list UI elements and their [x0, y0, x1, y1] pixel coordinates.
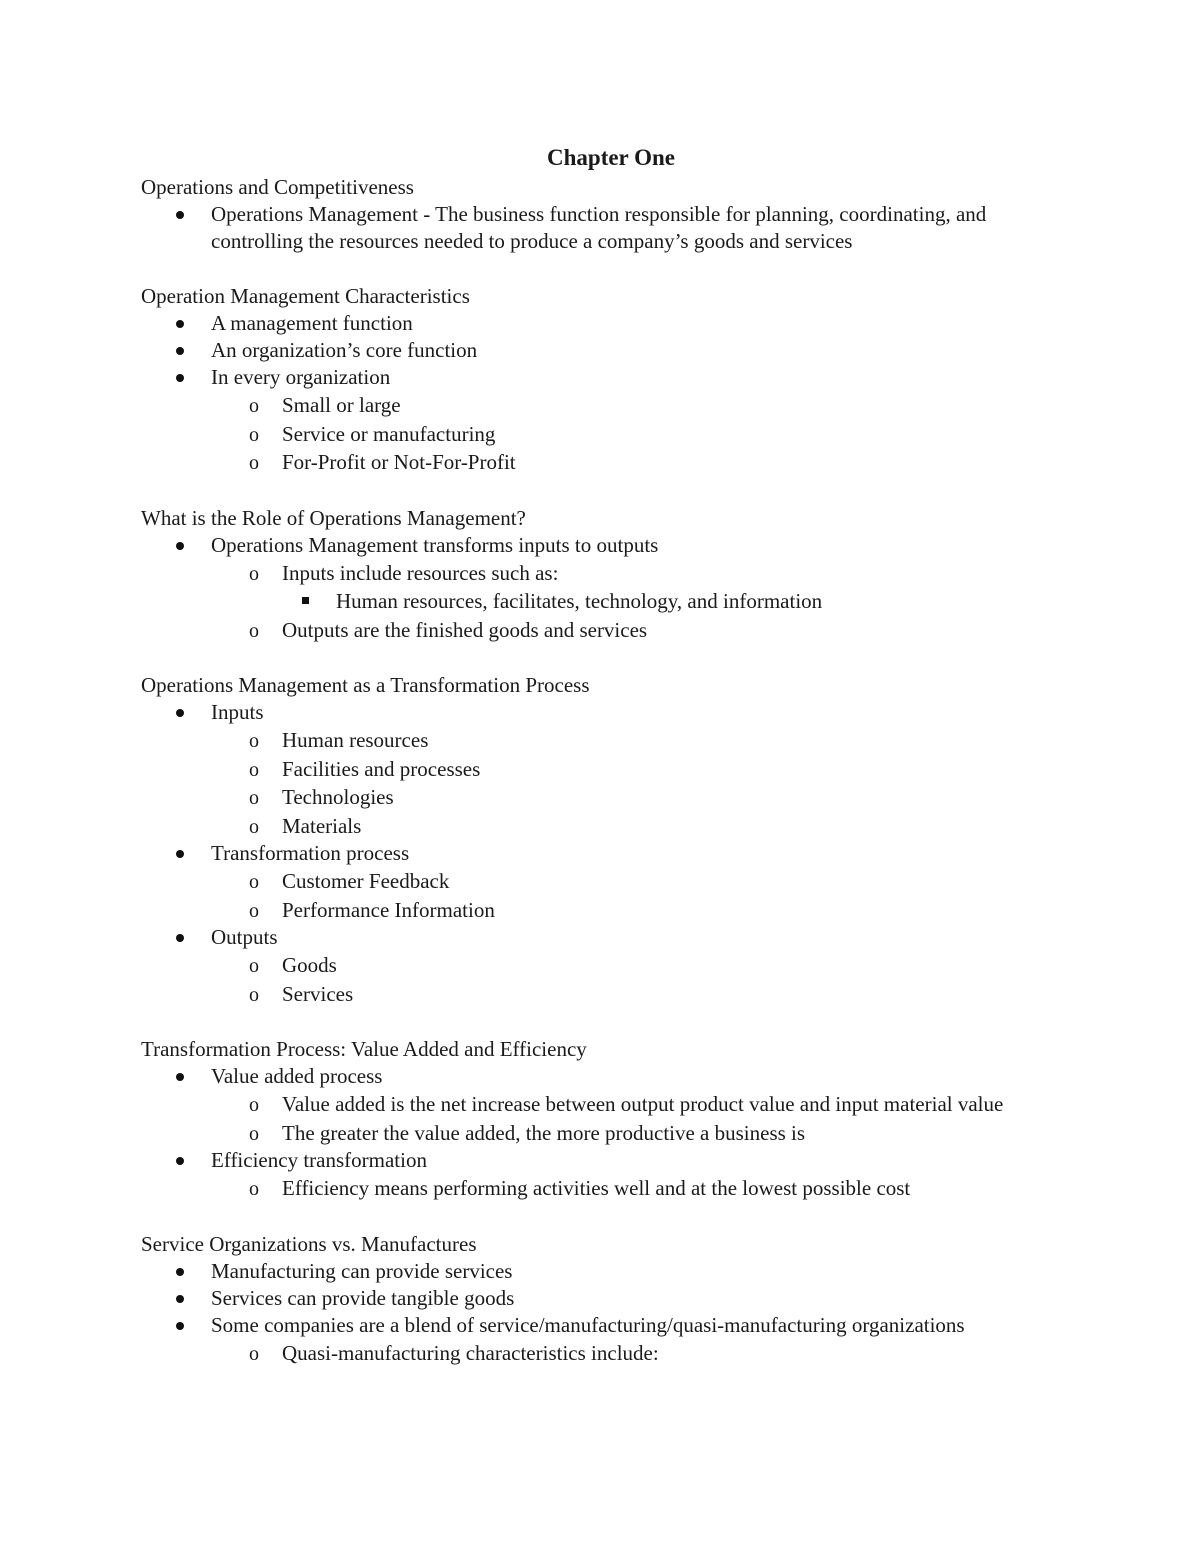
sub-list: [141, 726, 1081, 840]
sub-sub-list: [141, 587, 1081, 616]
circle-bullet-icon: o: [249, 1094, 259, 1116]
section-heading: Transformation Process: Value Added and Efficiency: [141, 1037, 587, 1061]
square-bullet-icon: [302, 597, 309, 604]
sub-list-item-text: Inputs include resources such as:: [282, 560, 559, 585]
list-item-text: Inputs: [211, 700, 264, 724]
list-item: [141, 924, 1081, 951]
sub-list: [141, 1174, 1081, 1203]
document-page: [141, 140, 1081, 1395]
list-item: [141, 840, 1081, 867]
list-item: [141, 337, 1081, 364]
sub-list-item-text: Technologies: [282, 785, 394, 809]
sub-list-item: [141, 448, 1081, 477]
sub-list-item: [141, 951, 1081, 980]
sub-list-item: [141, 812, 1081, 841]
page-title: Chapter One: [547, 145, 675, 170]
circle-bullet-icon: o: [249, 955, 259, 977]
sub-list-item: [141, 755, 1081, 784]
sub-list: [141, 867, 1081, 924]
bullet-icon: [176, 934, 184, 942]
list-item-text: A management function: [211, 311, 413, 335]
circle-bullet-icon: o: [249, 423, 259, 446]
list-item-text: Manufacturing can provide services: [211, 1258, 513, 1283]
sub-list-item: [141, 1090, 1081, 1119]
bullet-list: [141, 201, 1081, 255]
sub-list: [141, 1339, 1081, 1368]
list-item: [141, 1312, 1081, 1339]
sub-list-item: [141, 783, 1081, 812]
bullet-icon: [176, 1073, 184, 1081]
list-item-text: Efficiency transformation: [211, 1148, 427, 1172]
list-item-text: Operations Management - The business function responsible for planning, coordinating, and controlling the resources needed to produce a company’s goods and services: [211, 202, 987, 253]
section-heading: Operations Management as a Transformation Process: [141, 673, 590, 697]
list-item: [141, 310, 1081, 337]
circle-bullet-icon: o: [249, 1178, 259, 1200]
section-characteristics: [141, 283, 1081, 477]
sub-list: [141, 1090, 1081, 1147]
bullet-icon: [176, 1157, 184, 1165]
sub-list-item-text: Performance Information: [282, 897, 495, 922]
circle-bullet-icon: o: [249, 815, 259, 838]
sub-list-item-text: Service or manufacturing: [282, 421, 496, 446]
list-item-text: Operations Management transforms inputs to outputs: [211, 532, 659, 557]
bullet-list: [141, 924, 1081, 951]
sub-list-item-text: Small or large: [282, 393, 401, 417]
list-item-text: An organization’s core function: [211, 338, 478, 362]
bullet-list: [141, 310, 1081, 391]
sub-list-item: [141, 559, 1081, 588]
bullet-icon: [176, 211, 184, 219]
circle-bullet-icon: o: [249, 619, 259, 642]
bullet-list: [141, 532, 1081, 559]
sub-list-item-text: Quasi-manufacturing characteristics include:: [282, 1340, 659, 1365]
sub-list-item-text: Human resources: [282, 728, 429, 752]
sub-list-item-text: Goods: [282, 953, 337, 977]
list-item: [141, 1063, 1081, 1090]
list-item-text: Some companies are a blend of service/manufacturing/quasi-manufacturing organizations: [211, 1312, 965, 1337]
bullet-list: [141, 699, 1081, 726]
sub-list-item: [141, 1174, 1081, 1203]
list-item-text: Outputs: [211, 925, 278, 949]
bullet-icon: [176, 1268, 184, 1276]
circle-bullet-icon: o: [249, 758, 259, 781]
bullet-list: [141, 1258, 1081, 1339]
bullet-icon: [176, 320, 184, 328]
sub-list-item-text: Efficiency means performing activities well and at the lowest possible cost: [282, 1176, 911, 1200]
list-item: [141, 1285, 1081, 1312]
list-item: [141, 201, 1081, 255]
section-heading: Service Organizations vs. Manufactures: [141, 1231, 477, 1256]
sub-list: [141, 616, 1081, 645]
section-role: [141, 505, 1081, 645]
sub-list-item-text: Value added is the net increase between output product value and input material value: [282, 1092, 1004, 1116]
sub-list: [141, 951, 1081, 1008]
bullet-icon: [176, 709, 184, 717]
sub-list-item: [141, 896, 1081, 925]
list-item-text: Value added process: [211, 1064, 383, 1088]
list-item: [141, 364, 1081, 391]
section-heading: Operations and Competitiveness: [141, 175, 414, 199]
section-heading: What is the Role of Operations Management?: [141, 505, 526, 530]
circle-bullet-icon: o: [249, 730, 259, 752]
bullet-icon: [176, 347, 184, 355]
bullet-icon: [176, 1322, 184, 1330]
sub-list-item-text: The greater the value added, the more productive a business is: [282, 1120, 806, 1145]
circle-bullet-icon: o: [249, 452, 259, 474]
sub-list-item-text: Services: [282, 981, 354, 1006]
section-heading: Operation Management Characteristics: [141, 284, 470, 308]
circle-bullet-icon: o: [249, 1342, 259, 1365]
sub-list-item-text: Facilities and processes: [282, 756, 481, 781]
bullet-icon: [176, 542, 184, 550]
bullet-icon: [176, 1295, 184, 1303]
list-item: [141, 532, 1081, 559]
bullet-list: [141, 840, 1081, 867]
section-service-vs-manufactures: [141, 1231, 1081, 1368]
section-value-added: [141, 1036, 1081, 1203]
sub-list-item: [141, 616, 1081, 645]
section-operations-competitiveness: [141, 174, 1081, 255]
sub-list-item-text: Customer Feedback: [282, 869, 450, 893]
bullet-list: [141, 1063, 1081, 1090]
list-item: [141, 1147, 1081, 1174]
section-transformation-process: [141, 672, 1081, 1008]
sub-list: [141, 391, 1081, 477]
circle-bullet-icon: o: [249, 983, 259, 1006]
sub-list-item-text: Outputs are the finished goods and services: [282, 617, 648, 642]
sub-list-item: [141, 1119, 1081, 1148]
sub-list-item: [141, 420, 1081, 449]
circle-bullet-icon: o: [249, 562, 259, 585]
list-item-text: In every organization: [211, 365, 391, 389]
sub-sub-list-item-text: Human resources, facilitates, technology, and information: [336, 589, 823, 613]
bullet-list: [141, 1147, 1081, 1174]
sub-list-item-text: Materials: [282, 813, 362, 838]
sub-list-item: [141, 867, 1081, 896]
list-item: [141, 1258, 1081, 1285]
list-item-text: Transformation process: [211, 841, 410, 865]
circle-bullet-icon: o: [249, 787, 259, 809]
circle-bullet-icon: o: [249, 871, 259, 893]
list-item: [141, 699, 1081, 726]
circle-bullet-icon: o: [249, 1122, 259, 1145]
sub-sub-list-item: [141, 587, 1081, 616]
sub-list: [141, 559, 1081, 588]
circle-bullet-icon: o: [249, 395, 259, 417]
sub-list-item: [141, 726, 1081, 755]
circle-bullet-icon: o: [249, 899, 259, 922]
sub-list-item: [141, 980, 1081, 1009]
sub-list-item: [141, 1339, 1081, 1368]
sub-list-item-text: For-Profit or Not-For-Profit: [282, 450, 516, 474]
bullet-icon: [176, 374, 184, 382]
sub-list-item: [141, 391, 1081, 420]
list-item-text: Services can provide tangible goods: [211, 1285, 515, 1310]
bullet-icon: [176, 850, 184, 858]
